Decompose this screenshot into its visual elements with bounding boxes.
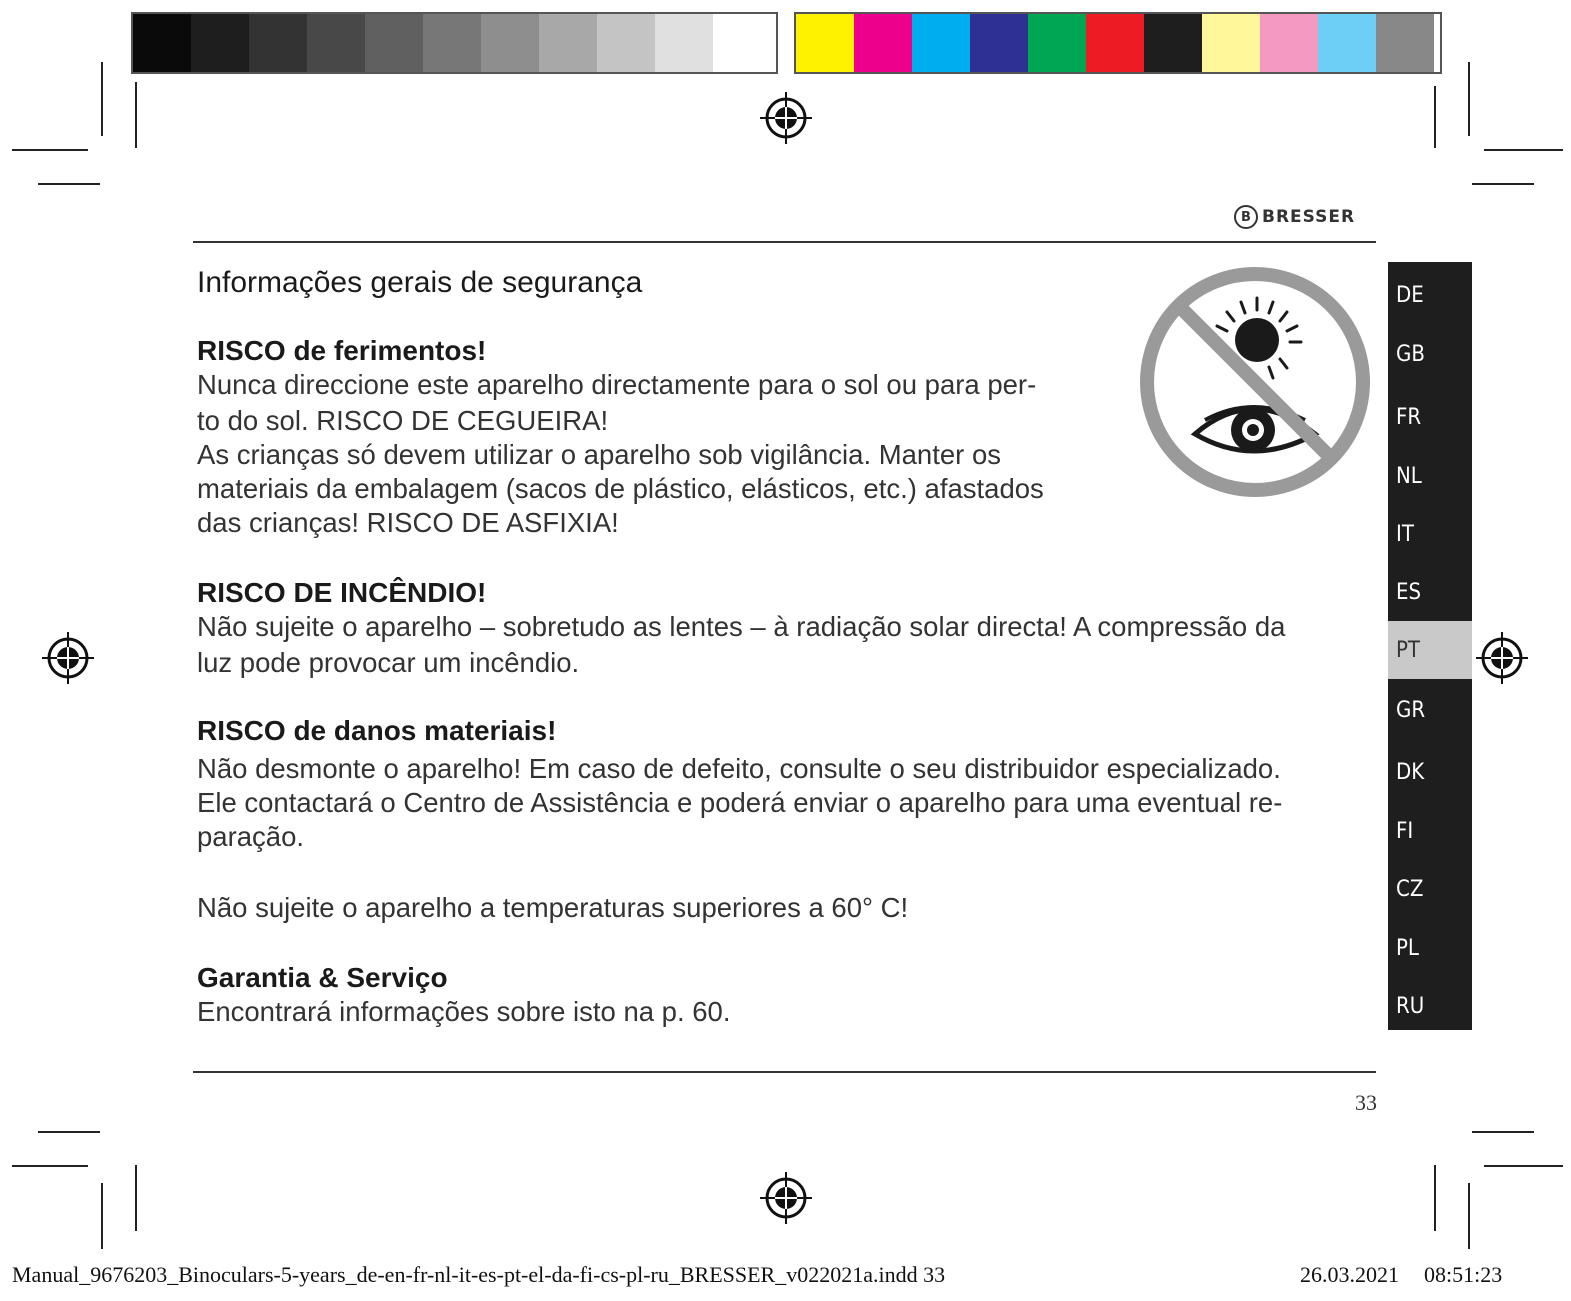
- language-tab-it[interactable]: IT: [1396, 521, 1414, 547]
- registration-mark-icon: [760, 1172, 812, 1224]
- color-swatch: [133, 14, 191, 72]
- color-swatch: [249, 14, 307, 72]
- page-number: 33: [1355, 1090, 1377, 1115]
- section-temperature: [197, 891, 908, 925]
- no-sun-viewing-icon: [1135, 262, 1375, 502]
- footer-rule: [193, 1071, 1376, 1073]
- color-swatch: [854, 14, 912, 72]
- text-line: materiais da embalagem (sacos de plástico, elásticos, etc.) afastados: [197, 473, 1044, 504]
- color-swatch: [1028, 14, 1086, 72]
- language-tab-gr[interactable]: GR: [1396, 697, 1426, 723]
- text-line: As crianças só devem utilizar o aparelho sob vigilância. Manter os: [197, 439, 1001, 470]
- color-swatch: [539, 14, 597, 72]
- registration-mark-icon: [1476, 632, 1528, 684]
- language-tab-fr[interactable]: FR: [1396, 404, 1422, 430]
- crop-mark: [135, 82, 137, 148]
- registration-mark-icon: [760, 92, 812, 144]
- crop-mark: [101, 1183, 103, 1249]
- color-swatch: [307, 14, 365, 72]
- header-rule: [193, 241, 1376, 243]
- language-tab-dk[interactable]: DK: [1396, 759, 1425, 785]
- language-tab-nl[interactable]: NL: [1396, 463, 1422, 489]
- language-tab-cz[interactable]: CZ: [1396, 876, 1424, 902]
- section-heading: RISCO de ferimentos!: [197, 335, 487, 366]
- slug-time: 08:51:23: [1424, 1262, 1503, 1287]
- text-line: paração.: [197, 821, 305, 852]
- language-tab-pt[interactable]: PT: [1388, 621, 1472, 679]
- brand-logo-icon: B: [1234, 205, 1258, 229]
- language-tab-fi[interactable]: FI: [1396, 818, 1414, 844]
- page-title: Informações gerais de segurança: [197, 266, 643, 299]
- color-swatch: [597, 14, 655, 72]
- crop-mark: [1484, 149, 1563, 151]
- registration-mark-icon: [42, 632, 94, 684]
- crop-mark: [12, 149, 88, 151]
- color-swatch: [191, 14, 249, 72]
- crop-mark: [12, 1165, 88, 1167]
- color-swatch: [655, 14, 713, 72]
- language-tab-de[interactable]: DE: [1396, 282, 1424, 308]
- color-calibration-bar: [794, 12, 1442, 74]
- section-warranty: [197, 961, 730, 1029]
- crop-mark: [1468, 62, 1470, 136]
- color-swatch: [1202, 14, 1260, 72]
- language-tabs: [1388, 262, 1472, 1030]
- color-swatch: [912, 14, 970, 72]
- crop-mark: [1472, 1131, 1534, 1133]
- text-line: Não sujeite o aparelho – sobretudo as lentes – à radiação solar directa! A compressão da: [197, 611, 1286, 642]
- slug-filename: Manual_9676203_Binoculars-5-years_de-en-fr-nl-it-es-pt-el-da-fi-cs-pl-ru_BRESSER_v022021a.indd 33: [12, 1262, 946, 1287]
- language-tab-pl[interactable]: PL: [1396, 935, 1419, 961]
- color-swatch: [1260, 14, 1318, 72]
- color-swatch: [970, 14, 1028, 72]
- color-swatch: [796, 14, 854, 72]
- color-swatch: [1318, 14, 1376, 72]
- language-tab-ru[interactable]: RU: [1396, 993, 1425, 1019]
- crop-mark: [1434, 1165, 1436, 1231]
- color-swatch: [1144, 14, 1202, 72]
- section-heading: Garantia & Serviço: [197, 962, 448, 993]
- crop-mark: [38, 183, 100, 185]
- crop-mark: [1468, 1183, 1470, 1249]
- text-line: Não sujeite o aparelho a temperaturas superiores a 60° C!: [197, 892, 909, 923]
- text-line: Não desmonte o aparelho! Em caso de defeito, consulte o seu distribuidor especializado.: [197, 753, 1281, 784]
- crop-mark: [1434, 86, 1436, 148]
- slug-date: 26.03.2021: [1300, 1262, 1399, 1287]
- crop-mark: [135, 1165, 137, 1231]
- section-fire: [197, 576, 1285, 680]
- language-tab-es[interactable]: ES: [1396, 579, 1422, 605]
- section-damage: [197, 714, 1282, 854]
- color-swatch: [481, 14, 539, 72]
- color-swatch: [365, 14, 423, 72]
- color-swatch: [1376, 14, 1434, 72]
- text-line: das crianças! RISCO DE ASFIXIA!: [197, 507, 619, 538]
- text-line: Nunca direccione este aparelho directamente para o sol ou para per-: [197, 369, 1037, 400]
- crop-mark: [101, 62, 103, 136]
- section-injury: [197, 334, 1102, 540]
- crop-mark: [38, 1131, 100, 1133]
- crop-mark: [1484, 1165, 1563, 1167]
- color-swatch: [1086, 14, 1144, 72]
- section-heading: RISCO DE INCÊNDIO!: [197, 577, 487, 608]
- gray-calibration-bar: [131, 12, 778, 74]
- text-line: to do sol. RISCO DE CEGUEIRA!: [197, 405, 609, 436]
- section-heading: RISCO de danos materiais!: [197, 715, 557, 746]
- brand-name: BRESSER: [1262, 207, 1356, 227]
- color-swatch: [423, 14, 481, 72]
- crop-mark: [1472, 183, 1534, 185]
- text-line: Encontrará informações sobre isto na p. 60.: [197, 996, 731, 1027]
- color-swatch: [713, 14, 771, 72]
- language-tab-gb[interactable]: GB: [1396, 341, 1425, 367]
- text-line: luz pode provocar um incêndio.: [197, 647, 580, 678]
- brand-logo: [1234, 205, 1355, 229]
- text-line: Ele contactará o Centro de Assistência e poderá enviar o aparelho para uma eventual re-: [197, 787, 1283, 818]
